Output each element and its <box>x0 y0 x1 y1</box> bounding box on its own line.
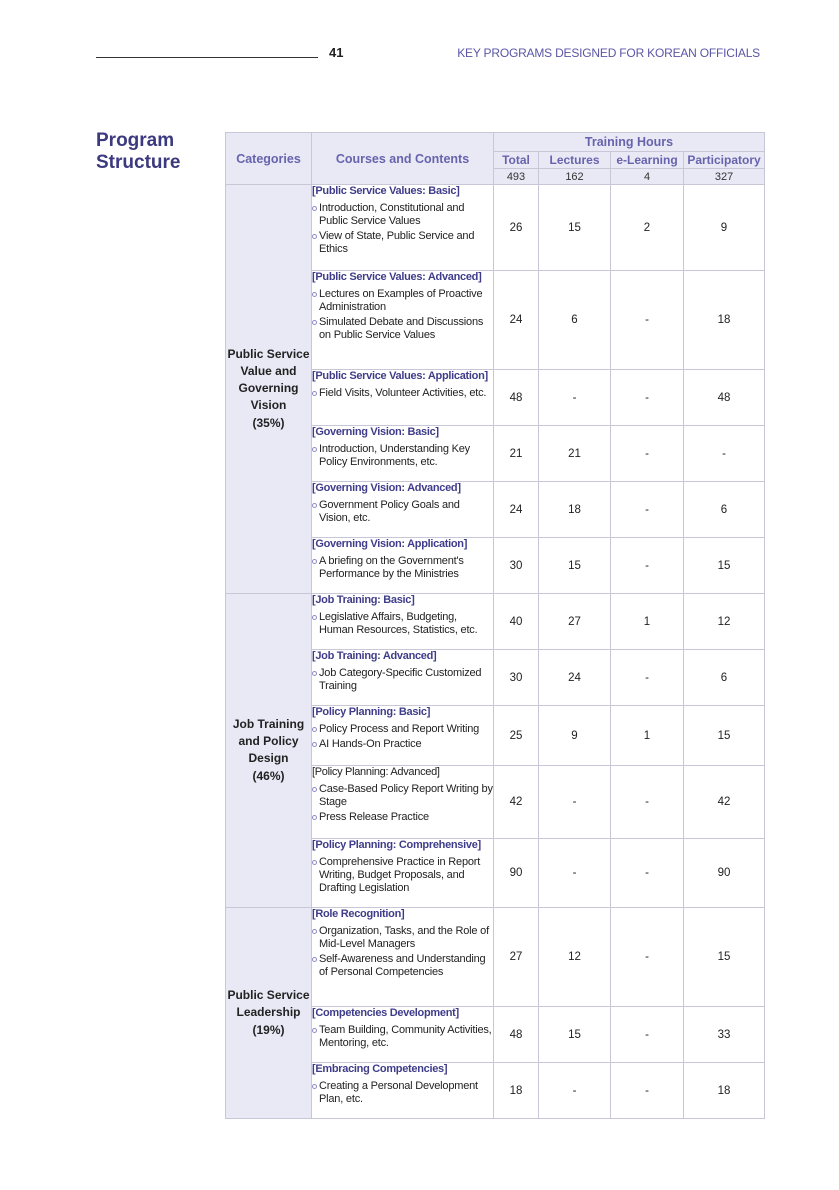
hours-elearning: - <box>611 1063 684 1119</box>
course-cell <box>312 706 494 766</box>
course-title: [Job Training: Advanced] <box>312 650 437 662</box>
hours-participatory: 33 <box>684 1007 765 1063</box>
hours-total: 42 <box>494 766 539 839</box>
course-cell <box>312 271 494 370</box>
hours-elearning: - <box>611 650 684 706</box>
category-cell <box>226 594 312 908</box>
hours-elearning: - <box>611 370 684 426</box>
hours-participatory: 15 <box>684 908 765 1007</box>
course-content-item: Case-Based Policy Report Writing by Stage <box>312 783 493 809</box>
hours-lectures: 15 <box>539 538 611 594</box>
hours-elearning: - <box>611 839 684 908</box>
header-participatory: Participatory <box>684 152 765 169</box>
hours-lectures: 6 <box>539 271 611 370</box>
program-structure-table <box>225 132 765 1119</box>
course-contents <box>312 723 493 751</box>
hours-participatory: 15 <box>684 538 765 594</box>
hours-participatory: 18 <box>684 271 765 370</box>
course-title: [Policy Planning: Basic] <box>312 706 431 718</box>
category-share: (46%) <box>252 769 285 783</box>
hours-participatory: 6 <box>684 650 765 706</box>
course-content-item: Organization, Tasks, and the Role of Mid-Level Managers <box>312 925 493 951</box>
hours-lectures: 15 <box>539 185 611 271</box>
table-row <box>226 185 765 271</box>
hours-total: 90 <box>494 839 539 908</box>
course-content-item: Government Policy Goals and Vision, etc. <box>312 499 493 525</box>
course-title: [Embracing Competencies] <box>312 1063 448 1075</box>
total-hours-elearning: 4 <box>611 169 684 185</box>
hours-lectures: - <box>539 1063 611 1119</box>
hours-participatory: 12 <box>684 594 765 650</box>
course-cell <box>312 1063 494 1119</box>
category-name: Job Training and Policy Design <box>232 717 305 765</box>
hours-total: 48 <box>494 370 539 426</box>
course-title: [Job Training: Basic] <box>312 594 415 606</box>
course-content-item: A briefing on the Government's Performance by the Ministries <box>312 555 493 581</box>
hours-elearning: - <box>611 908 684 1007</box>
course-content-item: AI Hands-On Practice <box>312 738 493 751</box>
course-content-item: Introduction, Constitutional and Public Service Values <box>312 202 493 228</box>
course-contents <box>312 499 493 525</box>
category-share: (35%) <box>252 416 285 430</box>
course-contents <box>312 387 493 400</box>
hours-participatory: 18 <box>684 1063 765 1119</box>
course-cell <box>312 185 494 271</box>
hours-total: 30 <box>494 650 539 706</box>
hours-total: 18 <box>494 1063 539 1119</box>
table-row <box>226 594 765 650</box>
course-content-item: Self-Awareness and Understanding of Personal Competencies <box>312 953 493 979</box>
hours-lectures: 24 <box>539 650 611 706</box>
header-elearning: e-Learning <box>611 152 684 169</box>
course-cell <box>312 1007 494 1063</box>
hours-participatory: 48 <box>684 370 765 426</box>
hours-lectures: - <box>539 370 611 426</box>
course-cell <box>312 426 494 482</box>
hours-participatory: 15 <box>684 706 765 766</box>
hours-elearning: - <box>611 271 684 370</box>
hours-elearning: - <box>611 482 684 538</box>
course-title: [Competencies Development] <box>312 1007 459 1019</box>
course-contents <box>312 1080 493 1106</box>
hours-participatory: 6 <box>684 482 765 538</box>
hours-total: 27 <box>494 908 539 1007</box>
header-lectures: Lectures <box>539 152 611 169</box>
hours-elearning: - <box>611 426 684 482</box>
course-contents <box>312 667 493 693</box>
course-contents <box>312 856 493 895</box>
course-contents <box>312 783 493 824</box>
hours-lectures: - <box>539 839 611 908</box>
course-title: [Public Service Values: Advanced] <box>312 271 482 283</box>
course-title: [Public Service Values: Basic] <box>312 185 460 197</box>
hours-total: 30 <box>494 538 539 594</box>
total-hours-total: 493 <box>494 169 539 185</box>
course-content-item: Team Building, Community Activities, Mentoring, etc. <box>312 1024 493 1050</box>
hours-elearning: 1 <box>611 706 684 766</box>
hours-participatory: 9 <box>684 185 765 271</box>
course-contents <box>312 443 493 469</box>
course-content-item: Press Release Practice <box>312 811 493 824</box>
section-title: Program Structure <box>96 130 181 173</box>
hours-lectures: 27 <box>539 594 611 650</box>
course-cell <box>312 538 494 594</box>
hours-total: 26 <box>494 185 539 271</box>
hours-lectures: 21 <box>539 426 611 482</box>
hours-elearning: 1 <box>611 594 684 650</box>
hours-total: 24 <box>494 271 539 370</box>
course-content-item: View of State, Public Service and Ethics <box>312 230 493 256</box>
course-cell <box>312 370 494 426</box>
category-cell <box>226 908 312 1119</box>
hours-total: 24 <box>494 482 539 538</box>
table-row <box>226 908 765 1007</box>
category-name: Public Service Value and Governing Vision <box>227 347 310 412</box>
course-content-item: Creating a Personal Development Plan, etc. <box>312 1080 493 1106</box>
hours-elearning: - <box>611 538 684 594</box>
course-content-item: Simulated Debate and Discussions on Public Service Values <box>312 316 493 342</box>
course-contents <box>312 288 493 342</box>
course-cell <box>312 482 494 538</box>
header-rule <box>96 57 318 58</box>
hours-lectures: - <box>539 766 611 839</box>
course-contents <box>312 925 493 979</box>
hours-lectures: 15 <box>539 1007 611 1063</box>
hours-total: 25 <box>494 706 539 766</box>
page-number: 41 <box>329 45 344 60</box>
course-cell <box>312 839 494 908</box>
hours-total: 21 <box>494 426 539 482</box>
header-total: Total <box>494 152 539 169</box>
hours-participatory: 42 <box>684 766 765 839</box>
course-title: [Public Service Values: Application] <box>312 370 488 382</box>
course-content-item: Field Visits, Volunteer Activities, etc. <box>312 387 493 400</box>
course-title: [Governing Vision: Application] <box>312 538 468 550</box>
hours-elearning: - <box>611 1007 684 1063</box>
course-contents <box>312 611 493 637</box>
total-hours-lectures: 162 <box>539 169 611 185</box>
course-contents <box>312 202 493 256</box>
hours-total: 48 <box>494 1007 539 1063</box>
hours-lectures: 12 <box>539 908 611 1007</box>
course-contents <box>312 1024 493 1050</box>
category-cell <box>226 185 312 594</box>
course-cell <box>312 650 494 706</box>
course-contents <box>312 555 493 581</box>
course-content-item: Introduction, Understanding Key Policy Environments, etc. <box>312 443 493 469</box>
course-content-item: Job Category-Specific Customized Training <box>312 667 493 693</box>
course-cell <box>312 908 494 1007</box>
header-categories: Categories <box>226 133 312 185</box>
header-training-hours: Training Hours <box>494 133 765 152</box>
course-title: [Governing Vision: Basic] <box>312 426 439 438</box>
course-content-item: Lectures on Examples of Proactive Administration <box>312 288 493 314</box>
course-title: [Policy Planning: Comprehensive] <box>312 839 481 851</box>
category-share: (19%) <box>252 1023 285 1037</box>
hours-participatory: - <box>684 426 765 482</box>
course-title: [Policy Planning: Advanced] <box>312 766 440 778</box>
course-title: [Role Recognition] <box>312 908 405 920</box>
course-content-item: Policy Process and Report Writing <box>312 723 493 736</box>
category-name: Public Service Leadership <box>227 988 310 1019</box>
hours-elearning: 2 <box>611 185 684 271</box>
hours-lectures: 9 <box>539 706 611 766</box>
running-title: KEY PROGRAMS DESIGNED FOR KOREAN OFFICIALS <box>457 46 760 60</box>
header-courses: Courses and Contents <box>312 133 494 185</box>
course-title: [Governing Vision: Advanced] <box>312 482 461 494</box>
course-content-item: Comprehensive Practice in Report Writing, Budget Proposals, and Drafting Legislation <box>312 856 493 895</box>
hours-elearning: - <box>611 766 684 839</box>
course-cell <box>312 594 494 650</box>
course-content-item: Legislative Affairs, Budgeting, Human Resources, Statistics, etc. <box>312 611 493 637</box>
hours-lectures: 18 <box>539 482 611 538</box>
hours-total: 40 <box>494 594 539 650</box>
total-hours-participatory: 327 <box>684 169 765 185</box>
hours-participatory: 90 <box>684 839 765 908</box>
course-cell <box>312 766 494 839</box>
